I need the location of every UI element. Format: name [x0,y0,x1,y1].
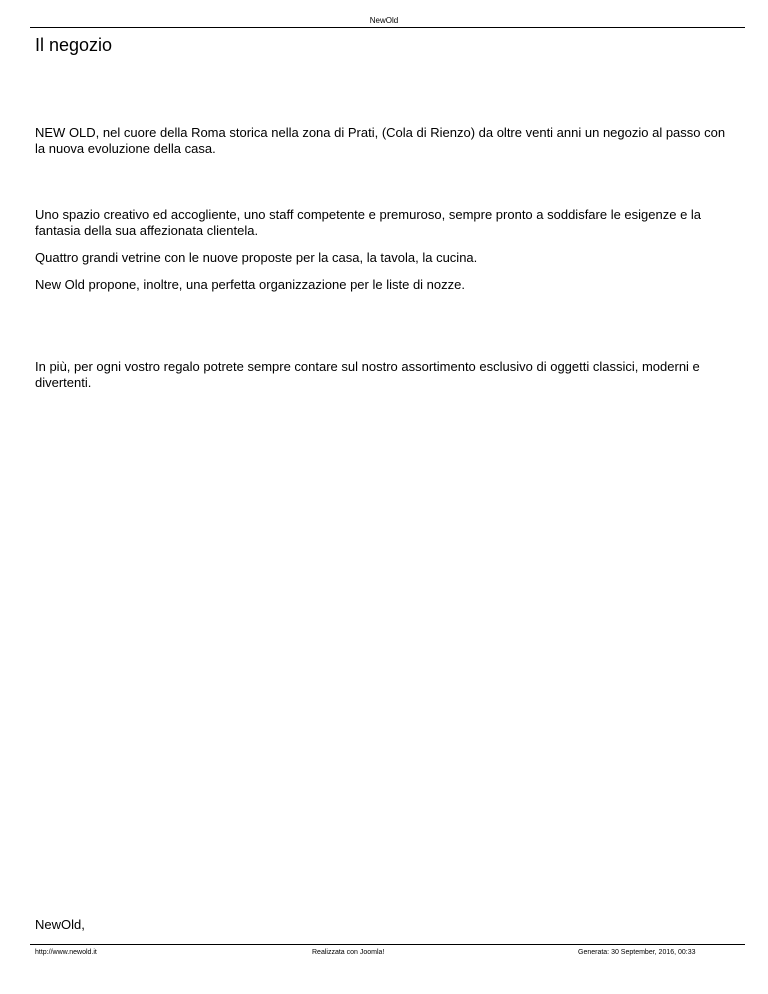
footer-url[interactable]: http://www.newold.it [35,949,97,956]
footer-powered-by: Realizzata con Joomla! [312,949,385,956]
paragraph-intro: NEW OLD, nel cuore della Roma storica nella zona di Prati, (Cola di Rienzo) da oltre venti anni un negozio al passo con la nuova evoluzione della casa. [35,125,726,156]
signature: NewOld, [35,917,85,932]
header-site-name: NewOld [369,16,399,25]
paragraph-wedding-lists: New Old propone, inoltre, una perfetta organizzazione per le liste di nozze. [35,277,465,292]
paragraph-space: Uno spazio creativo ed accogliente, uno staff competente e premuroso, sempre pronto a soddisfare le esigenze e la fantasia della sua affezionata clientela. [35,207,702,238]
header-divider [30,27,745,28]
page-title: Il negozio [35,35,113,55]
paragraph-gifts: In più, per ogni vostro regalo potrete sempre contare sul nostro assortimento esclusivo di oggetti classici, moderni e divertenti. [35,359,700,390]
footer-divider [30,944,745,945]
footer-generated-date: Generata: 30 September, 2016, 00:33 [578,949,696,956]
paragraph-windows: Quattro grandi vetrine con le nuove proposte per la casa, la tavola, la cucina. [35,250,478,265]
